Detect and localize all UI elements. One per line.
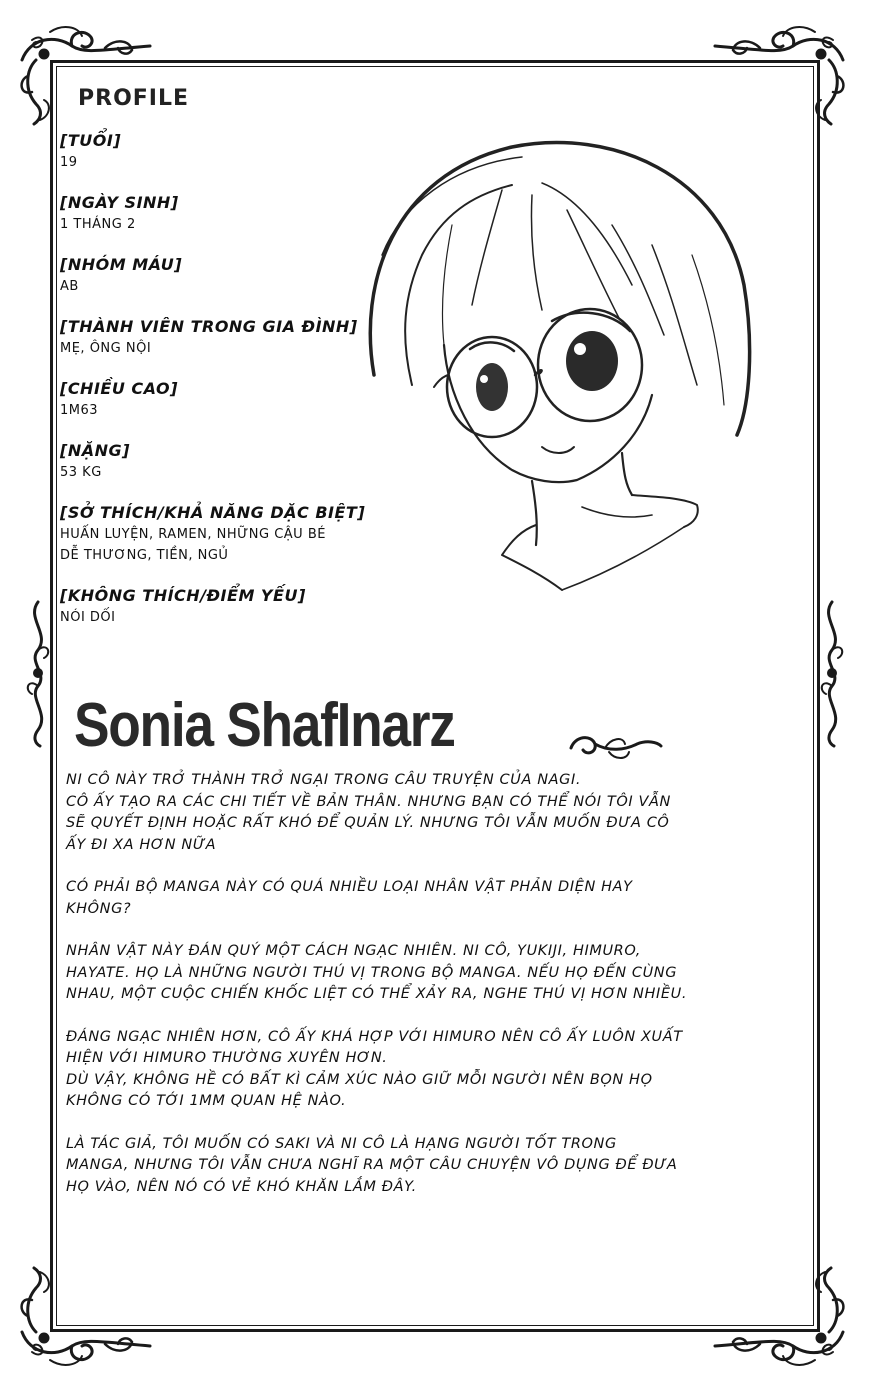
ornamental-corner-bottom-right-icon bbox=[705, 1262, 855, 1372]
field-label: [NGÀY SINH] bbox=[60, 193, 179, 212]
field-label: [KHÔNG THÍCH/ĐIỂM YẾU] bbox=[60, 586, 306, 605]
commentary-paragraph: NI CÔ NÀY TRỞ THÀNH TRỞ NGẠI TRONG CÂU TRUYỆN CỦA NAGI. CÔ ẤY TẠO RA CÁC CHI TIẾT VỀ BẢN THÂN. NHƯNG BẠN CÓ THỂ NÓI TÔI VẪN SẼ QUYẾT ĐỊNH HOẶC RẤT KHÓ ĐỂ QUẢN LÝ. NHƯNG TÔI VẪN MUỐN ĐƯA CÔ ẤY ĐI XA HƠN NỮA bbox=[66, 772, 671, 853]
commentary-paragraph: CÓ PHẢI BỘ MANGA NÀY CÓ QUÁ NHIỀU LOẠI NHÂN VẬT PHẢN DIỆN HAY KHÔNG? bbox=[66, 879, 633, 917]
field-weight bbox=[60, 440, 390, 483]
author-commentary bbox=[66, 770, 776, 1219]
ornamental-corner-top-right-icon bbox=[705, 20, 855, 130]
field-label: [NẶNG] bbox=[60, 441, 130, 460]
field-label: [NHÓM MÁU] bbox=[60, 255, 183, 274]
flourish-icon bbox=[565, 728, 665, 764]
field-value: 1 THÁNG 2 bbox=[60, 217, 136, 232]
field-value: MẸ, ÔNG NỘI bbox=[60, 341, 152, 356]
field-value: HUẤN LUYỆN, RAMEN, NHỮNG CẬU BÉ DỄ THƯƠNG, TIỀN, NGỦ bbox=[60, 527, 326, 563]
field-label: [THÀNH VIÊN TRONG GIA ĐÌNH] bbox=[60, 317, 358, 336]
field-value: 19 bbox=[60, 155, 78, 170]
character-name: Sonia ShafInarz bbox=[74, 691, 455, 760]
field-label: [SỞ THÍCH/KHẢ NĂNG DẶC BIỆT] bbox=[60, 503, 366, 522]
ornamental-corner-bottom-left-icon bbox=[10, 1262, 160, 1372]
field-birthday bbox=[60, 192, 390, 235]
field-blood-type bbox=[60, 254, 390, 297]
profile-heading: PROFILE bbox=[78, 86, 190, 111]
profile-field-list bbox=[60, 130, 390, 647]
field-value: 53 KG bbox=[60, 465, 102, 480]
character-portrait-sketch bbox=[352, 135, 752, 595]
field-label: [TUỔI] bbox=[60, 131, 122, 150]
commentary-paragraph: NHÂN VẬT NÀY ĐÁN QUÝ MỘT CÁCH NGẠC NHIÊN. NI CÔ, YUKIJI, HIMURO, HAYATE. HỌ LÀ NHỮNG NGƯỜI THÚ VỊ TRONG BỘ MANGA. NẾU HỌ ĐẾN CÙNG NHAU, MỘT CUỘC CHIẾN KHỐC LIỆT CÓ THỂ XẢY RA, NGHE THÚ VỊ HƠN NHIỀU. bbox=[66, 943, 688, 1002]
ornamental-side-left-icon bbox=[20, 598, 56, 748]
field-hobbies bbox=[60, 502, 390, 566]
field-age bbox=[60, 130, 390, 173]
commentary-paragraph: ĐÁNG NGẠC NHIÊN HƠN, CÔ ẤY KHÁ HỢP VỚI HIMURO NÊN CÔ ẤY LUÔN XUẤT HIỆN VỚI HIMURO THƯỜNG XUYÊN HƠN. DÙ VẬY, KHÔNG HỀ CÓ BẤT KÌ CẢM XÚC NÀO GIỮ MỖI NGƯỜI NÊN BỌN HỌ KHÔNG CÓ TỚI 1MM QUAN HỆ NÀO. bbox=[66, 1028, 683, 1109]
field-value: AB bbox=[60, 279, 79, 294]
commentary-paragraph: LÀ TÁC GIẢ, TÔI MUỐN CÓ SAKI VÀ NI CÔ LÀ HẠNG NGƯỜI TỐT TRONG MANGA, NHƯNG TÔI VẪN CHƯA NGHĨ RA MỘT CÂU CHUYỆN VÔ DỤNG ĐỂ ĐƯA HỌ VÀO, NÊN NÓ CÓ VẺ KHÓ KHĂN LẮM ĐÂY. bbox=[66, 1135, 678, 1195]
field-family bbox=[60, 316, 390, 359]
field-dislikes bbox=[60, 585, 390, 628]
ornamental-side-right-icon bbox=[814, 598, 850, 748]
field-label: [CHIỀU CAO] bbox=[60, 379, 178, 398]
field-value: 1M63 bbox=[60, 403, 99, 418]
field-value: NÓI DỐI bbox=[60, 610, 116, 625]
ornamental-corner-top-left-icon bbox=[10, 20, 160, 130]
field-height bbox=[60, 378, 390, 421]
